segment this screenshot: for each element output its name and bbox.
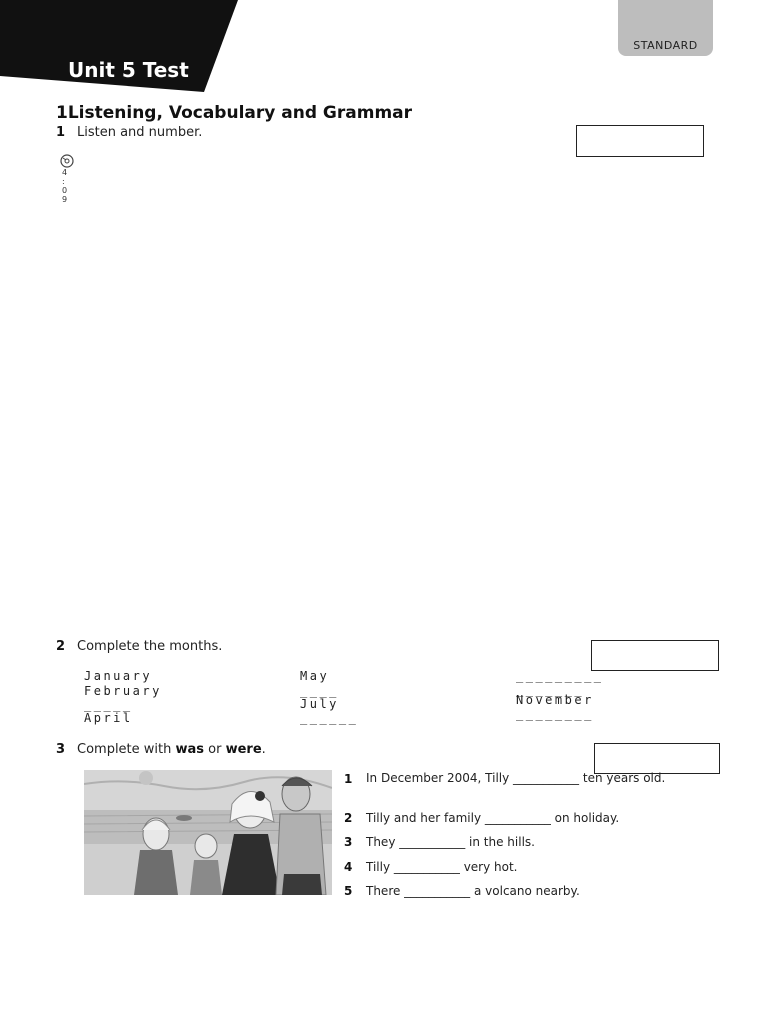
q2-instruction: Complete the months. [77,639,223,654]
header-banner [0,0,240,92]
q3-instruction-mid: or [204,742,226,757]
q1-instruction: Listen and number. [77,125,203,140]
month-blank-august[interactable]: ______ [300,711,359,725]
month-july: July [300,697,339,711]
track-char-3: 0 [62,186,68,195]
q1-number: 1 [56,125,66,140]
q3-instruction [77,742,266,757]
q3-number: 3 [56,742,66,757]
q3-item-2-number: 2 [344,811,353,825]
q3-item-2-text: Tilly and her family ___________ on holiday. [366,811,620,825]
month-blank-march[interactable]: _____ [84,698,133,712]
month-blank-october[interactable]: _______ [516,683,585,697]
q3-item-4-text: Tilly ___________ very hot. [366,860,518,874]
track-char-4: 9 [62,195,68,204]
q3-item-1-number: 1 [344,772,353,786]
month-may: May [300,669,330,683]
section-title [56,103,412,123]
track-char-2: : [62,177,65,186]
section-number: 1 [56,103,68,123]
q3-item-3-text: They ___________ in the hills. [366,835,535,849]
family-beach-illustration [84,770,332,895]
q3-score-box[interactable] [594,743,720,774]
q1-score-box[interactable] [576,125,704,157]
level-tab [618,0,713,56]
level-label: STANDARD [633,39,698,52]
q3-word-were: were [225,742,262,757]
q3-item-4-number: 4 [344,860,353,874]
q3-word-was: was [175,742,205,757]
month-november: November [516,693,594,707]
month-blank-december[interactable]: ________ [516,707,594,721]
q2-score-box[interactable] [591,640,719,671]
q3-item-1-text: In December 2004, Tilly ___________ ten years old. [366,771,666,785]
q3-instruction-pre: Complete with [77,742,176,757]
q3-instruction-end: . [261,742,266,757]
track-char-1: 4 [62,168,68,177]
month-blank-june[interactable]: ____ [300,684,339,698]
q3-item-5-number: 5 [344,884,353,898]
q2-number: 2 [56,639,66,654]
q3-item-3-number: 3 [344,835,353,849]
section-title-text: Listening, Vocabulary and Grammar [67,103,413,123]
month-february: February [84,684,162,698]
unit-title: Unit 5 Test [68,58,189,82]
month-january: January [84,669,153,683]
month-april: April [84,711,133,725]
month-blank-september[interactable]: _________ [516,669,604,683]
q3-item-5-text: There ___________ a volcano nearby. [366,884,580,898]
